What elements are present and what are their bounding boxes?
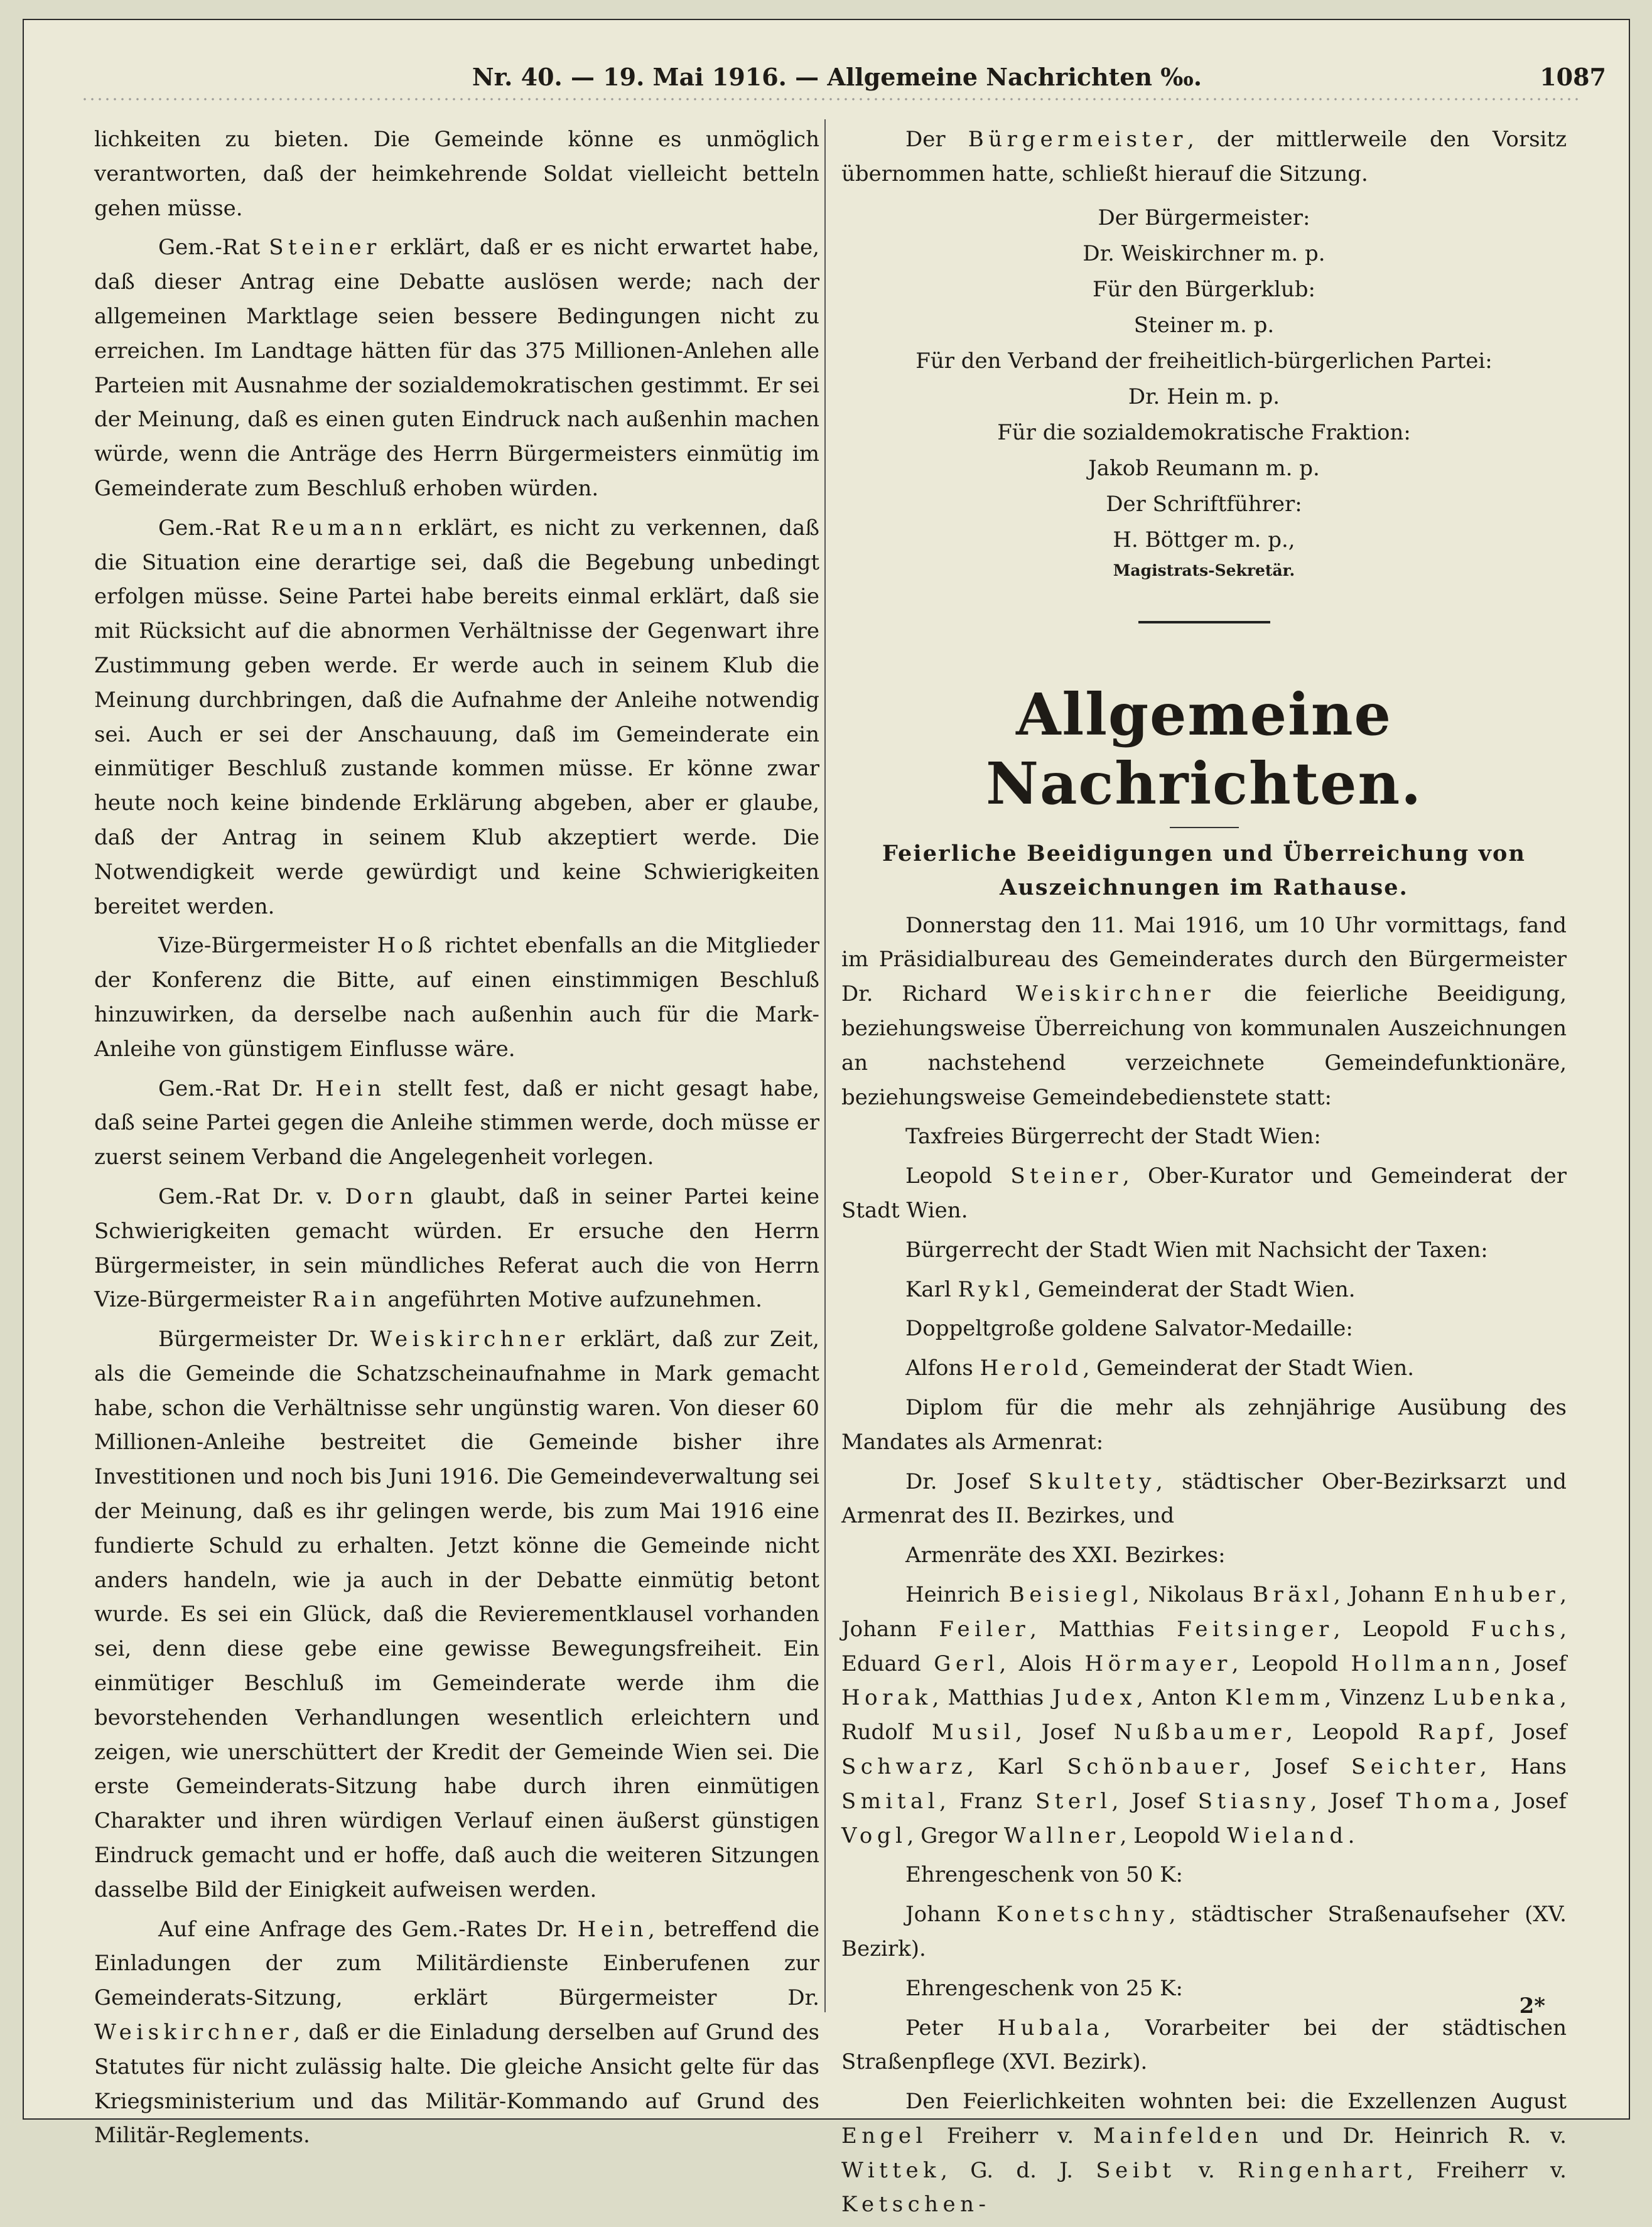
spaced-name: Wittek	[841, 2157, 941, 2183]
text-run: Heinrich	[905, 1582, 1009, 1607]
spaced-name: Hoß	[377, 933, 437, 959]
title-underline	[1170, 827, 1239, 828]
text-run: Taxfreies Bürgerrecht der Stadt Wien:	[905, 1124, 1321, 1150]
right-column	[841, 122, 1567, 2227]
text-run: Peter	[905, 2015, 998, 2041]
article-paragraph	[841, 1119, 1567, 1154]
spaced-name: Hollmann	[1351, 1651, 1494, 1676]
text-run: , Freiherr v.	[1406, 2157, 1567, 2183]
text-run: , Alois	[999, 1651, 1085, 1676]
spaced-name: Hein	[577, 1916, 649, 1942]
header-title: Nr. 40. — 19. Mai 1916. — Allgemeine Nachrichten ‰.	[472, 63, 1202, 91]
text-run: , Leopold	[1231, 1651, 1351, 1676]
signature-role: Der Bürgermeister:	[1098, 205, 1310, 230]
text-run: Donnerstag den 11. Mai 1916, um 10 Uhr vormittags, fand im Präsidialbureau des Gemeinderates durch den Bürgermeister Dr. Richard	[841, 912, 1567, 1007]
text-run: , Leopold	[1120, 1823, 1228, 1848]
left-paragraph	[94, 1180, 819, 1317]
article-paragraph	[841, 1159, 1567, 1228]
text-run: angeführten Motive aufzunehmen.	[381, 1287, 762, 1313]
spaced-name: Sterl	[1035, 1788, 1112, 1814]
text-run: , Vinzenz	[1324, 1685, 1433, 1711]
spaced-name: Musil	[931, 1720, 1016, 1745]
article-paragraph	[841, 1858, 1567, 1892]
left-paragraph: lichkeiten zu bieten. Die Gemeinde könne es unmöglich verantworten, daß der heimkehrende Soldat vielleicht betteln gehen müsse.	[94, 127, 819, 221]
text-run: , Josef	[1111, 1788, 1198, 1814]
text-run: Freiherr v.	[927, 2123, 1094, 2149]
text-run: erklärt, daß zur Zeit, als die Gemeinde die Schatzscheinaufnahme in Mark gemacht habe, schon die Verhältnisse sehr ungünstig waren. Von dieser 60 Millionen-Anleihe bestreitet die Gemeinde bisher ihre Investitionen und noch bis Juni 1916. Die Gemeindeverwaltung sei der Meinung, daß es ihr gelingen werde, bis zum Mai 1916 eine fundierte Schuld zu erhalten. Jetzt könne die Gemeinde nicht anders handeln, wie ja auch in der Debatte einmütig betont wurde. Es sei ein Glück, daß die Revierementklausel vorhanden sei, denn diese gebe eine gewisse Bewegungsfreiheit. Ein einmütiger Beschluß im Gemeinderate werde ihm die bevorstehenden Verhandlungen wesentlich erleichtern und zeigen, wie unerschüttert der Kredit der Gemeinde Wien sei. Die erste Gemeinderats-Sitzung habe durch ihren einmütigen Charakter und ihren würdigen Verlauf einen äußerst günstigen Eindruck gemacht und er hoffe, daß auch die weiteren Sitzungen dasselbe Bild der Einigkeit aufweisen werden.	[94, 1327, 819, 1902]
spaced-name: Klemm	[1225, 1685, 1325, 1711]
spaced-name: Weiskirchner	[1015, 981, 1216, 1007]
spaced-name: Dorn	[345, 1184, 418, 1209]
spaced-name: Judex	[1052, 1685, 1137, 1711]
article-paragraph	[841, 1351, 1567, 1386]
spaced-name: Ketschen	[841, 2192, 979, 2218]
text-run: Ehrengeschenk von 50 K:	[905, 1862, 1183, 1888]
text-run: , Gemeinderat der Stadt Wien.	[1024, 1276, 1356, 1302]
article-title: Feierliche Beeidigungen und Überreichung von Auszeichnungen im Rathause.	[882, 840, 1526, 900]
text-run: Karl	[905, 1276, 958, 1302]
left-paragraph	[94, 929, 819, 1066]
spaced-name: Fuchs	[1471, 1616, 1560, 1642]
text-run: , Josef	[1244, 1754, 1351, 1779]
spaced-name: Schwarz	[841, 1754, 968, 1779]
text-run: Gem.-Rat	[158, 235, 269, 261]
header-ornament-rule	[82, 96, 1582, 102]
spaced-name: Seibt	[1096, 2157, 1176, 2183]
article-paragraph	[841, 1578, 1567, 1853]
text-run: , Josef	[1494, 1651, 1567, 1676]
text-run: , G. d. J.	[941, 2157, 1096, 2183]
spaced-name: Engel	[841, 2123, 927, 2149]
left-paragraph	[94, 511, 819, 924]
text-run: Doppeltgroße goldene Salvator-Medaille:	[905, 1316, 1353, 1342]
text-run: , Johann	[841, 1582, 1567, 1642]
footer-signature-mark: 2*	[1519, 1993, 1545, 2019]
spaced-name: Gerl	[934, 1651, 1000, 1676]
left-paragraph	[94, 1072, 819, 1175]
text-run: erklärt, daß er es nicht erwartet habe, daß dieser Antrag eine Debatte auslösen werde; nach der allgemeinen Marktlage seien bessere Bedingungen nicht zu erreichen. Im Landtage hätten für das 375 Millionen-Anlehen alle Parteien mit Ausnahme der sozialdemokratischen gestimmt. Er sei der Meinung, daß es einen guten Eindruck nach außenhin machen würde, wenn die Anträge des Herrn Bürgermeisters einmütig im Gemeinderate zum Beschluß erhoben würden.	[94, 235, 819, 501]
spaced-name: Bürgermeister	[968, 127, 1187, 152]
text-run: Ehrengeschenk von 25 K:	[905, 1975, 1183, 2001]
text-run: , Anton	[1136, 1685, 1226, 1711]
text-run: , Josef	[1015, 1720, 1114, 1745]
text-run: , Hans	[1480, 1754, 1567, 1779]
text-run: Gem.-Rat	[158, 515, 271, 541]
text-run: .	[1347, 1823, 1355, 1848]
text-run: die feierliche Beeidigung, beziehungsweise Überreichung von kommunalen Auszeichnungen an nachstehend verzeichnete Gemeindefunktionäre, beziehungsweise Gemeindebedienstete statt:	[841, 981, 1567, 1110]
text-run: stellt fest, daß er nicht gesagt habe, daß seine Partei gegen die Anleihe stimmen werde, doch müsse er zuerst seinem Verband die Angelegenheit vorlegen.	[94, 1076, 819, 1170]
article-paragraph	[841, 2011, 1567, 2080]
text-run: , Eduard	[841, 1616, 1567, 1676]
signature-name: H. Böttger m. p.,	[1113, 527, 1295, 553]
left-paragraph	[94, 1912, 819, 2154]
text-run: richtet ebenfalls an die Mitglieder der Konferenz die Bitte, auf einen einstimmigen Beschluß hinzuwirken, da derselbe nach außenhin auch für die Mark-Anleihe von günstigem Einflusse wäre.	[94, 933, 819, 1062]
text-run: Gem.-Rat Dr.	[158, 1076, 316, 1101]
text-run: Bürgerrecht der Stadt Wien mit Nachsicht der Taxen:	[905, 1237, 1488, 1263]
spaced-name: Reumann	[271, 515, 408, 541]
spaced-name: Enhuber	[1433, 1582, 1560, 1607]
article-paragraph	[841, 2084, 1567, 2222]
article-paragraph	[841, 1312, 1567, 1346]
text-run: glaubt, daß in seiner Partei keine Schwierigkeiten gemacht würden. Er ersuche den Herrn Bürgermeister, in sein mündliches Referat auch die von Herrn Vize-Bürgermeister	[94, 1184, 819, 1313]
text-run: Armenräte des XXI. Bezirkes:	[905, 1543, 1226, 1568]
spaced-name: Lubenka	[1433, 1685, 1560, 1711]
signature-note: Magistrats-Sekretär.	[1113, 561, 1295, 580]
spaced-name: Weiskirchner	[370, 1327, 570, 1352]
signature-block	[841, 200, 1567, 558]
text-run: Der	[905, 127, 968, 152]
text-run: Diplom für die mehr als zehnjährige Ausübung des Mandates als Armenrat:	[841, 1394, 1567, 1455]
section-title: Allgemeine Nachrichten.	[986, 680, 1422, 817]
spaced-name: Horak	[841, 1685, 932, 1711]
text-run: , Franz	[939, 1788, 1035, 1814]
signature-name: Jakob Reumann m. p.	[1088, 455, 1320, 481]
article-paragraph	[841, 1897, 1567, 1966]
signature-role: Für die sozialdemokratische Fraktion:	[997, 419, 1411, 445]
article-body	[841, 909, 1567, 2223]
spaced-name: Wieland	[1227, 1823, 1348, 1848]
spaced-name: Seichter	[1351, 1754, 1481, 1779]
article-paragraph	[841, 1391, 1567, 1460]
text-run: , Karl	[967, 1754, 1067, 1779]
article-paragraph	[841, 1538, 1567, 1573]
spaced-name: Ringenhart	[1238, 2157, 1407, 2183]
text-run: Den Feierlichkeiten wohnten bei: die Exzellenzen August	[905, 2089, 1567, 2115]
page-number: 1087	[1540, 63, 1606, 91]
signature-name: Steiner m. p.	[1133, 312, 1275, 338]
text-run: , der mittlerweile den Vorsitz übernommen hatte, schließt hierauf die Sitzung.	[841, 127, 1567, 186]
spaced-name: Stiasny	[1197, 1788, 1310, 1814]
spaced-name: Bräxl	[1253, 1582, 1334, 1607]
text-run: Vize-Bürgermeister	[158, 933, 377, 959]
signature-role: Der Schriftführer:	[1106, 491, 1302, 517]
text-run: , Josef	[1493, 1788, 1567, 1814]
text-run: Johann	[905, 1902, 996, 1928]
text-run: und Dr. Heinrich R. v.	[1263, 2123, 1567, 2149]
spaced-name: Konetschny	[996, 1902, 1169, 1928]
article-paragraph	[841, 1233, 1567, 1268]
spaced-name: Schönbauer	[1067, 1754, 1244, 1779]
spaced-name: Hein	[315, 1076, 386, 1101]
left-paragraph	[94, 230, 819, 505]
spaced-name: Nußbaumer	[1113, 1720, 1286, 1745]
text-run: Bürgermeister Dr.	[158, 1327, 370, 1352]
article-paragraph	[841, 909, 1567, 1115]
column-divider	[824, 119, 826, 2012]
text-run: , städtischer Ober-Bezirksarzt und Armenrat des II. Bezirkes, und	[841, 1469, 1567, 1529]
text-run: v.	[1175, 2157, 1238, 2183]
signature-name: Dr. Weiskirchner m. p.	[1082, 240, 1325, 266]
text-run: , Johann	[1333, 1582, 1434, 1607]
text-run: , Leopold	[1285, 1720, 1418, 1745]
spaced-name: Beisiegl	[1008, 1582, 1133, 1607]
article-paragraph	[841, 1971, 1567, 2006]
spaced-name: Steiner	[269, 235, 381, 261]
spaced-name: Weiskirchner	[94, 2020, 294, 2046]
article-paragraph	[841, 1273, 1567, 1307]
text-run: , Gemeinderat der Stadt Wien.	[1082, 1356, 1415, 1381]
spaced-name: Thoma	[1396, 1788, 1494, 1814]
spaced-name: Hubala	[997, 2015, 1104, 2041]
spaced-name: Rain	[312, 1287, 381, 1313]
spaced-name: Rapf	[1418, 1720, 1488, 1745]
text-run: Gem.-Rat Dr. v.	[158, 1184, 345, 1209]
left-column	[94, 122, 819, 2158]
text-run: Alfons	[905, 1356, 980, 1381]
spaced-name: Hörmayer	[1084, 1651, 1232, 1676]
left-paragraph	[94, 1322, 819, 1907]
article-paragraph	[841, 1465, 1567, 1534]
text-run: , Matthias	[932, 1685, 1053, 1711]
text-run: , daß er die Einladung derselben auf Grund des Statutes für nicht zulässig halte. Die gleiche Ansicht gelte für das Kriegsministerium und das Militär-Kommando auf Grund des Militär-Reglements.	[94, 2020, 819, 2149]
text-run: , Leopold	[1333, 1616, 1471, 1642]
text-run: , städtischer Straßenaufseher (XV. Bezirk).	[841, 1902, 1567, 1961]
text-run: , Rudolf	[841, 1685, 1567, 1745]
text-run: Leopold	[905, 1163, 1011, 1189]
text-run: , Gregor	[907, 1823, 1004, 1848]
text-run: , Matthias	[1030, 1616, 1177, 1642]
text-run: erklärt, es nicht zu verkennen, daß die Situation eine derartige sei, daß die Begebung unbedingt erfolgen müsse. Seine Partei habe bereits einmal erklärt, daß sie mit Rücksicht auf die abnormen Verhältnisse der Gegenwart ihre Zustimmung geben werde. Er werde auch in seinem Klub die Meinung durchbringen, daß die Aufnahme der Anleihe notwendig sei. Auch er sei der Anschauung, daß im Gemeinderate ein einmütiger Beschluß zustande kommen müsse. Er könne zwar heute noch keine bindende Erklärung abgeben, aber er glaube, daß der Antrag in seinem Klub akzeptiert werde. Die Notwendigkeit werde gewürdigt und keine Schwierigkeiten bereitet werden.	[94, 515, 819, 919]
spaced-name: Mainfelden	[1093, 2123, 1263, 2149]
text-run: , Vorarbeiter bei der städtischen Straßenpflege (XVI. Bezirk).	[841, 2015, 1567, 2075]
signature-role: Für den Bürgerklub:	[1092, 276, 1315, 302]
text-run: -	[978, 2192, 986, 2218]
text-run: , Josef	[1310, 1788, 1396, 1814]
text-run: , Josef	[1487, 1720, 1567, 1745]
spaced-name: Feiler	[939, 1616, 1030, 1642]
signature-name: Dr. Hein m. p.	[1128, 384, 1280, 409]
spaced-name: Steiner	[1010, 1163, 1123, 1189]
spaced-name: Herold	[980, 1356, 1083, 1381]
text-run: Auf eine Anfrage des Gem.-Rates Dr.	[158, 1916, 578, 1942]
section-divider	[1138, 621, 1270, 623]
text-run: Dr. Josef	[905, 1469, 1028, 1494]
text-run: , betreffend die Einladungen der zum Militärdienste Einberufenen zur Gemeinderats-Sitzung, erklärt Bürgermeister Dr.	[94, 1916, 820, 2011]
spaced-name: Wallner	[1003, 1823, 1120, 1848]
text-run: , Ober-Kurator und Gemeinderat der Stadt Wien.	[841, 1163, 1567, 1223]
closing-paragraph	[841, 122, 1567, 191]
text-run: , Nikolaus	[1132, 1582, 1253, 1607]
spaced-name: Smital	[841, 1788, 940, 1814]
spaced-name: Skultety	[1028, 1469, 1156, 1494]
signature-role: Für den Verband der freiheitlich-bürgerlichen Partei:	[915, 348, 1493, 374]
spaced-name: Vogl	[841, 1823, 907, 1848]
spaced-name: Feitsinger	[1177, 1616, 1334, 1642]
spaced-name: Rykl	[958, 1276, 1025, 1302]
